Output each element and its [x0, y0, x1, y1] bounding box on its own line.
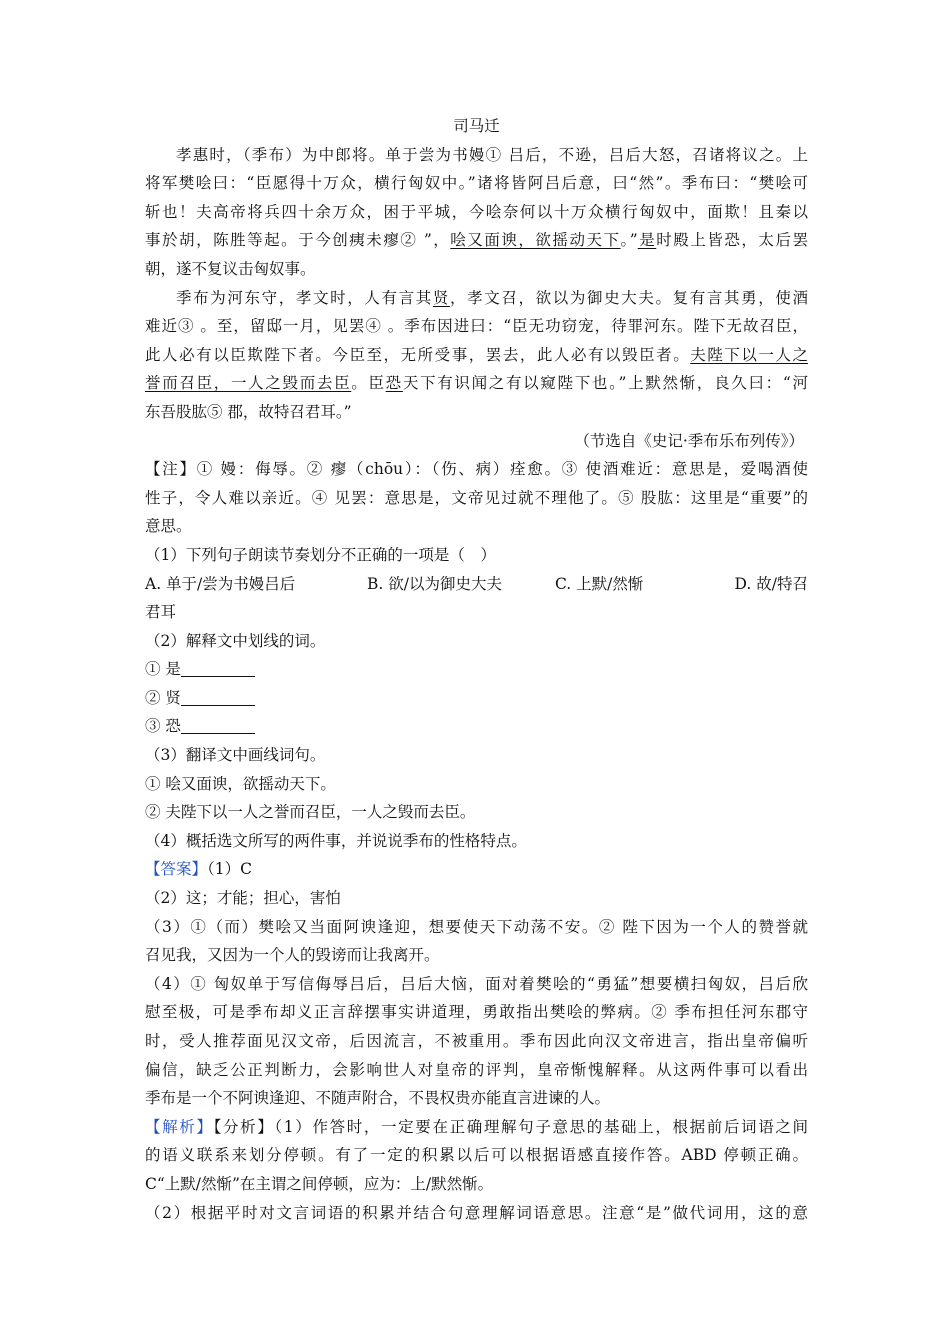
notes [145, 455, 808, 541]
question-stem: （1）下列句子朗读节奏划分不正确的一项是（ ） [145, 545, 496, 564]
underlined-sentence: 哙又面谀，欲摇动天下 [450, 231, 621, 250]
underlined-sentence: 夫陛下以一人之 [690, 345, 808, 364]
underlined-sentence: 誉而召臣，一人之毁而去臣 [145, 374, 352, 393]
text-line: 季布为河东守，孝文时，人有言其贤，孝文召，欲以为御史大夫。复有言其勇，使酒 [176, 288, 808, 307]
analysis-line: （2）根据平时对文言词语的积累并结合句意理解词语意思。注意“是”做代词用，这的意 [145, 1203, 808, 1222]
option-a: A. 单于/尝为书嫚吕后 [145, 574, 296, 593]
answer-line: 召见我，又因为一个人的毁谤而让我离开。 [145, 946, 440, 965]
document-page [145, 112, 808, 1227]
answer-line: （2）这；才能；担心，害怕 [145, 889, 341, 908]
option-d: D. 故/特召 [734, 574, 808, 593]
option-b: B. 欲/以为御史大夫 [367, 574, 502, 593]
analysis-section [145, 1113, 808, 1227]
paragraph-1 [145, 141, 808, 284]
question-4: （4）概括选文所写的两件事，并说说季布的性格特点。 [145, 831, 527, 850]
text-line: 难近③ 。至，留邸一月，见罢④ 。季布因进曰：“臣无功窃宠，待罪河东。陛下无故召臣， [145, 317, 808, 336]
text-line: 誉而召臣，一人之毁而去臣。臣恐天下有识闻之有以窥陛下也。”上默然惭，良久曰：“河 [145, 374, 808, 393]
blank-item: ① 是 [145, 655, 808, 684]
answer-line: 季布是一个不阿谀逢迎、不随声附合，不畏权贵亦能直言进谏的人。 [145, 1089, 611, 1108]
answer-line: 慰至极，可是季布却义正言辞摆事实讲道理，勇敢指出樊哙的弊病。② 季布担任河东郡守 [145, 1003, 808, 1022]
underlined-word-kong: 恐 [385, 374, 403, 393]
text-line: 将军樊哙曰：“臣愿得十万众，横行匈奴中。”诸将皆阿吕后意，曰“然”。季布曰：“樊哙可 [145, 174, 808, 193]
question-3 [145, 741, 808, 827]
translate-item: ② 夫陛下以一人之誉而召臣，一人之毁而去臣。 [145, 803, 476, 822]
option-c: C. 上默/然惭 [555, 574, 644, 593]
note-line: 性子，令人难以亲近。④ 见罢：意思是，文帝见过就不理他了。⑤ 股肱：这里是“重要”的 [145, 488, 808, 507]
question-2 [145, 627, 808, 741]
answer-blank[interactable] [181, 715, 255, 734]
answer-section [145, 855, 808, 1112]
answer-line: 【答案】（1）C [145, 860, 252, 879]
analysis-line: 的语义联系来划分停顿。有了一定的积累以后可以根据语感直接作答。ABD 停顿正确。 [145, 1146, 808, 1165]
option-d-wrap: 君耳 [145, 603, 177, 622]
blank-item: ② 贤 [145, 684, 808, 713]
text-line: 东吾股肱⑤ 郡，故特召君耳。” [145, 402, 352, 421]
answer-line: 时，受人推荐面见汉文帝，后因流言，不被重用。季布因此向汉文帝进言，指出皇帝偏听 [145, 1032, 808, 1050]
underlined-word-shi: 是 [637, 231, 657, 250]
question-1 [145, 541, 808, 627]
question-stem: （2）解释文中划线的词。 [145, 631, 326, 650]
answer-blank[interactable] [181, 687, 255, 706]
passage-title: 司马迁 [453, 117, 500, 135]
note-line: 意思。 [145, 517, 192, 536]
translate-item: ① 哙又面谀，欲摇动天下。 [145, 774, 336, 793]
answer-blank[interactable] [181, 658, 255, 677]
text-line: 孝惠时，（季布）为中郎将。单于尝为书嫚① 吕后，不逊，吕后大怒，召诸将议之。上 [176, 145, 808, 164]
text-line: 斩也！夫高帝将兵四十余万众，困于平城，今哙奈何以十万众横行匈奴中，面欺！且秦以 [145, 202, 808, 221]
analysis-tag: 【解析】 [145, 1117, 214, 1136]
text-line: 此人必有以臣欺陛下者。今臣至，无所受事，罢去，此人必有以毁臣者。夫陛下以一人之 [145, 345, 808, 364]
note-line: 【注】① 嫚：侮辱。② 瘳（chōu）：（伤、病）痊愈。③ 使酒难近：意思是，爱喝酒使 [145, 460, 808, 479]
paragraph-2 [145, 284, 808, 427]
answer-tag: 【答案】 [145, 860, 208, 879]
question-stem: （3）翻译文中画线词句。 [145, 746, 326, 765]
answer-line: 偏信，缺乏公正判断力，会影响世人对皇帝的评判，皇帝惭愧解释。从这两件事可以看出 [145, 1060, 808, 1079]
option-row [145, 570, 808, 599]
underlined-word-xian: 贤 [432, 288, 450, 307]
source-citation: （节选自《史记·季布乐布列传》） [574, 431, 804, 450]
text-line: 朝，遂不复议击匈奴事。 [145, 259, 316, 278]
text-line: 事於胡，陈胜等起。于今创痍未瘳② ”，哙又面谀，欲摇动天下。”是时殿上皆恐，太后罢 [145, 231, 808, 250]
analysis-line: C“上默/然惭”在主谓之间停顿，应为：上/默然惭。 [145, 1174, 494, 1193]
answer-line: （4）① 匈奴单于写信侮辱吕后，吕后大恼，面对着樊哙的“勇猛”想要横扫匈奴，吕后欣 [145, 974, 808, 993]
answer-line: （3）①（而）樊哙又当面阿谀逢迎，想要使天下动荡不安。② 陛下因为一个人的赞誉就 [145, 917, 808, 936]
blank-item: ③ 恐 [145, 712, 808, 741]
analysis-line: 【解析】【分析】（1）作答时，一定要在正确理解句子意思的基础上，根据前后词语之间 [145, 1117, 808, 1136]
